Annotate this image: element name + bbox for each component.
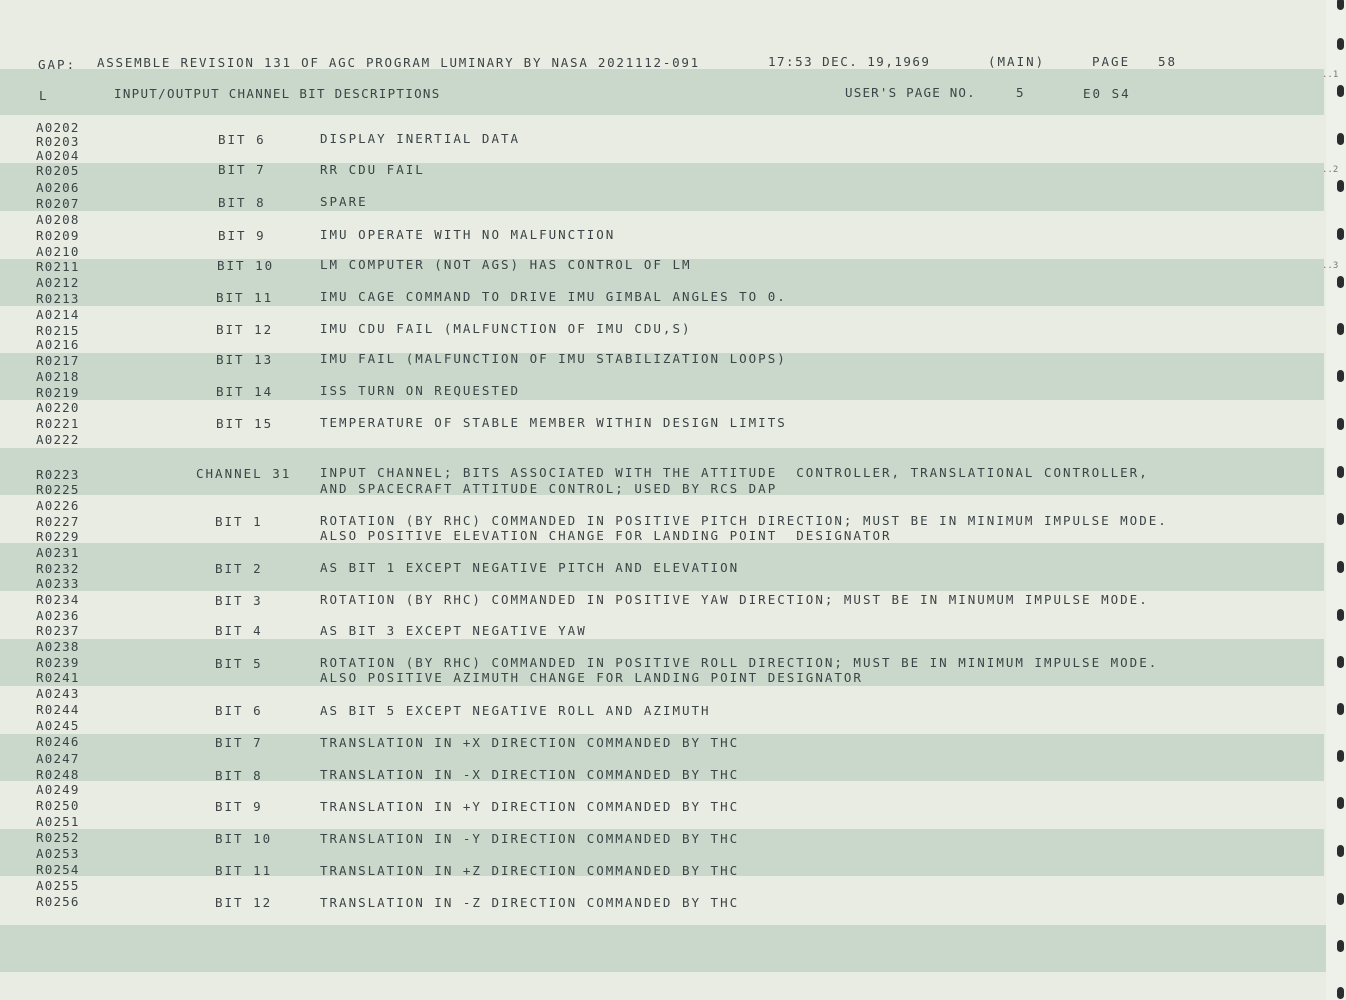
bit-description: TEMPERATURE OF STABLE MEMBER WITHIN DESIGN LIMITS [320,415,787,430]
subheader-title: INPUT/OUTPUT CHANNEL BIT DESCRIPTIONS [114,86,441,101]
channel-label: CHANNEL 31 [196,466,292,481]
tractor-feed-strip [1326,0,1346,1000]
line-label: A0233 [36,576,80,591]
margin-mark: ..3 [1322,261,1339,271]
line-label: R0215 [36,323,80,338]
bit-description: DISPLAY INERTIAL DATA [320,131,521,146]
feed-hole [1337,987,1344,999]
header-main: (MAIN) [988,54,1046,69]
bit-description: RR CDU FAIL [320,162,425,177]
line-label: R0229 [36,529,80,544]
bit-description: TRANSLATION IN +X DIRECTION COMMANDED BY THC [320,735,740,750]
bit-label: BIT 9 [218,228,266,243]
bit-description: AS BIT 1 EXCEPT NEGATIVE PITCH AND ELEVATION [320,560,740,575]
bit-description-continued: ALSO POSITIVE AZIMUTH CHANGE FOR LANDING POINT DESIGNATOR [320,670,863,685]
margin-mark: ..2 [1322,165,1339,175]
bit-description: IMU CDU FAIL (MALFUNCTION OF IMU CDU,S) [320,321,692,336]
paper-band [0,163,1324,211]
line-label: R0203 [36,134,80,149]
line-label: R0237 [36,623,80,638]
line-label: R0221 [36,416,80,431]
bit-description: ISS TURN ON REQUESTED [320,383,521,398]
bit-description: TRANSLATION IN +Z DIRECTION COMMANDED BY THC [320,863,740,878]
line-label: R0211 [36,259,80,274]
header-page-label: PAGE [1092,54,1131,69]
channel-description-continued: AND SPACECRAFT ATTITUDE CONTROL; USED BY RCS DAP [320,481,778,496]
bit-description: TRANSLATION IN +Y DIRECTION COMMANDED BY THC [320,799,740,814]
feed-hole [1337,466,1344,478]
feed-hole [1337,0,1344,10]
line-label: R0209 [36,228,80,243]
line-label: A0255 [36,878,80,893]
line-label: R0248 [36,767,80,782]
line-label: R0234 [36,592,80,607]
line-label: A0218 [36,369,80,384]
line-label: R0223 [36,467,80,482]
line-label: A0247 [36,751,80,766]
bit-description-continued: ALSO POSITIVE ELEVATION CHANGE FOR LANDING POINT DESIGNATOR [320,528,892,543]
line-label: A0253 [36,846,80,861]
bit-label: BIT 12 [215,895,273,910]
line-label: A0204 [36,148,80,163]
bit-label: BIT 6 [215,703,263,718]
header-timestamp: 17:53 DEC. 19,1969 [768,54,931,69]
line-label: A0243 [36,686,80,701]
bit-description: IMU CAGE COMMAND TO DRIVE IMU GIMBAL ANGLES TO 0. [320,289,787,304]
line-label: R0219 [36,385,80,400]
line-label: R0239 [36,655,80,670]
line-label: A0251 [36,814,80,829]
feed-hole [1337,513,1344,525]
margin-mark: ..1 [1322,70,1339,80]
line-label: R0207 [36,196,80,211]
line-label: A0231 [36,545,80,560]
bit-label: BIT 5 [215,656,263,671]
channel-description: INPUT CHANNEL; BITS ASSOCIATED WITH THE ATTITUDE CONTROLLER, TRANSLATIONAL CONTROLLER, [320,465,1149,480]
feed-hole [1337,418,1344,430]
subheader-l: L [39,88,49,103]
bit-description: TRANSLATION IN -Z DIRECTION COMMANDED BY THC [320,895,740,910]
line-label: A0206 [36,180,80,195]
feed-hole [1337,38,1344,50]
bit-description: ROTATION (BY RHC) COMMANDED IN POSITIVE PITCH DIRECTION; MUST BE IN MINIMUM IMPULSE MODE. [320,513,1168,528]
feed-hole [1337,85,1344,97]
feed-hole [1337,370,1344,382]
line-label: A0216 [36,337,80,352]
bit-label: BIT 8 [215,768,263,783]
line-label: A0210 [36,244,80,259]
line-label: R0205 [36,163,80,178]
line-label: A0245 [36,718,80,733]
line-label: R0250 [36,798,80,813]
bit-description: LM COMPUTER (NOT AGS) HAS CONTROL OF LM [320,257,692,272]
line-label: R0217 [36,353,80,368]
header-assemble-line: ASSEMBLE REVISION 131 OF AGC PROGRAM LUMINARY BY NASA 2021112-091 [97,55,700,70]
line-label: R0227 [36,514,80,529]
bit-description: AS BIT 3 EXCEPT NEGATIVE YAW [320,623,587,638]
bit-label: BIT 2 [215,561,263,576]
bit-label: BIT 4 [215,623,263,638]
feed-hole [1337,561,1344,573]
bit-description: ROTATION (BY RHC) COMMANDED IN POSITIVE ROLL DIRECTION; MUST BE IN MINIMUM IMPULSE MODE. [320,655,1159,670]
line-label: R0246 [36,734,80,749]
feed-hole [1337,323,1344,335]
bit-description: TRANSLATION IN -Y DIRECTION COMMANDED BY THC [320,831,740,846]
feed-hole [1337,893,1344,905]
bit-label: BIT 7 [218,162,266,177]
bit-label: BIT 10 [217,258,275,273]
line-label: A0202 [36,120,80,135]
bit-label: BIT 11 [216,290,274,305]
feed-hole [1337,845,1344,857]
bit-description: AS BIT 5 EXCEPT NEGATIVE ROLL AND AZIMUTH [320,703,711,718]
feed-hole [1337,656,1344,668]
bit-label: BIT 9 [215,799,263,814]
header-gap: GAP: [38,57,77,72]
line-label: A0226 [36,498,80,513]
bit-description: TRANSLATION IN -X DIRECTION COMMANDED BY THC [320,767,740,782]
header-page-number: 58 [1158,54,1178,69]
bit-label: BIT 1 [215,514,263,529]
paper-band [0,925,1326,972]
bit-label: BIT 14 [216,384,274,399]
line-label: A0236 [36,608,80,623]
line-label: R0256 [36,894,80,909]
bit-label: BIT 8 [218,195,266,210]
subheader-code: E0 S4 [1083,86,1131,101]
line-label: R0254 [36,862,80,877]
bit-label: BIT 7 [215,735,263,750]
line-label: A0249 [36,782,80,797]
feed-hole [1337,750,1344,762]
bit-label: BIT 6 [218,132,266,147]
bit-description: IMU OPERATE WITH NO MALFUNCTION [320,227,616,242]
line-label: A0222 [36,432,80,447]
feed-hole [1337,609,1344,621]
bit-label: BIT 15 [216,416,274,431]
bit-description: ROTATION (BY RHC) COMMANDED IN POSITIVE YAW DIRECTION; MUST BE IN MINUMUM IMPULSE MODE. [320,592,1149,607]
line-label: A0208 [36,212,80,227]
bit-label: BIT 12 [216,322,274,337]
line-label: R0213 [36,291,80,306]
line-label: R0244 [36,702,80,717]
subheader-users-page-label: USER'S PAGE NO. [845,85,976,100]
bit-description: IMU FAIL (MALFUNCTION OF IMU STABILIZATION LOOPS) [320,351,787,366]
line-label: A0212 [36,275,80,290]
bit-label: BIT 13 [216,352,274,367]
line-label: A0238 [36,639,80,654]
feed-hole [1337,797,1344,809]
line-label: R0225 [36,482,80,497]
bit-label: BIT 11 [215,863,273,878]
bit-label: BIT 10 [215,831,273,846]
line-label: A0214 [36,307,80,322]
feed-hole [1337,703,1344,715]
feed-hole [1337,940,1344,952]
feed-hole [1337,133,1344,145]
feed-hole [1337,276,1344,288]
line-label: A0220 [36,400,80,415]
subheader-users-page-number: 5 [1016,85,1026,100]
line-label: R0232 [36,561,80,576]
line-label: R0241 [36,670,80,685]
line-label: R0252 [36,830,80,845]
bit-label: BIT 3 [215,593,263,608]
feed-hole [1337,180,1344,192]
bit-description: SPARE [320,194,368,209]
feed-hole [1337,228,1344,240]
